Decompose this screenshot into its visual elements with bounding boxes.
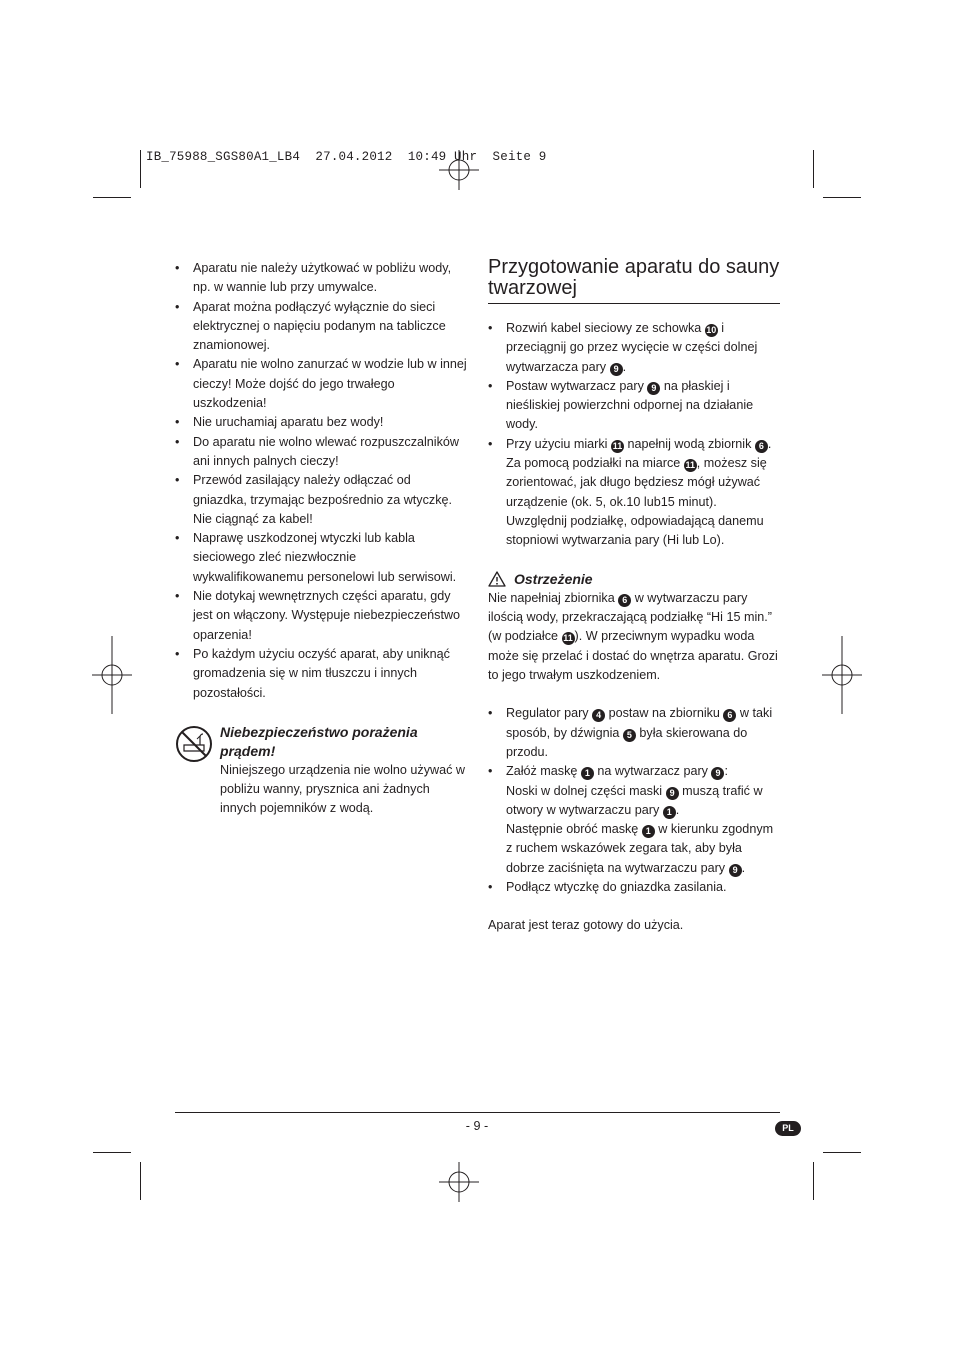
language-badge: PL (775, 1121, 801, 1136)
list-item: • Przy użyciu miarki 11 napełnij wodą zbiornik 6 . Za pomocą podziałki na miarce 11 , możesz się zorientować, jak długo będziesz mógł używać urządzenie (ok. 5, ok.10 lub15 minut). Uwzględnij podziałkę, odpowiadającą danemu stopniowi wytwarzania pary (Hi lub Lo). (488, 435, 780, 551)
part-number-badge: 11 (612, 440, 623, 451)
crop-mark (93, 1152, 131, 1153)
part-number-badge: 6 (618, 594, 631, 607)
list-item: • Regulator pary 4 postaw na zbiorniku 6 w taki sposób, by dźwignia 5 była skierowana do przodu. (488, 704, 780, 762)
part-number-badge: 1 (581, 767, 594, 780)
part-number-badge: 4 (592, 709, 605, 722)
part-number-badge: 1 (642, 825, 655, 838)
left-column (175, 259, 467, 819)
list-item: • Aparatu nie należy użytkować w pobliżu wody, np. w wannie lub przy umywalce. (175, 259, 467, 298)
crop-mark (813, 1162, 814, 1200)
part-number-badge: 11 (563, 633, 573, 644)
warning-triangle-icon (488, 571, 506, 587)
list-item: • Podłącz wtyczkę do gniazdka zasilania. (488, 878, 780, 897)
list-item: • Do aparatu nie wolno wlewać rozpuszczalników ani innych palnych cieczy! (175, 433, 467, 472)
crop-mark (813, 150, 814, 188)
part-number-badge: 9 (666, 787, 679, 800)
part-number-badge: 5 (623, 729, 636, 742)
crop-mark (823, 197, 861, 198)
list-item: • Aparat można podłączyć wyłącznie do sieci elektrycznej o napięciu podanym na tabliczce znamionowej. (175, 298, 467, 356)
list-item: • Aparatu nie wolno zanurzać w wodzie lub w innej cieczy! Może dojść do jego trwałego uszkodzenia! (175, 355, 467, 413)
registration-mark-icon (439, 1162, 479, 1202)
registration-mark-icon (822, 636, 862, 714)
list-item: • Naprawę uszkodzonej wtyczki lub kabla sieciowego zleć niezwłocznie wykwalifikowanemu personelowi lub serwisowi. (175, 529, 467, 587)
list-item: • Nie uruchamiaj aparatu bez wody! (175, 413, 467, 432)
list-item-continuation: Noski w dolnej części maski 9 muszą trafić w otwory w wytwarzaczu pary 1 . (506, 783, 763, 817)
part-number-badge: 9 (647, 382, 660, 395)
print-slug: IB_75988_SGS80A1_LB4 27.04.2012 10:49 Uhr Seite 9 (146, 150, 547, 164)
part-number-badge: 9 (729, 864, 742, 877)
list-item: • Po każdym użyciu oczyść aparat, aby uniknąć gromadzenia się w nim tłuszczu i innych pozostałości. (175, 645, 467, 703)
part-number-badge: 9 (610, 363, 623, 376)
list-item: • Rozwiń kabel sieciowy ze schowka 10 i przeciągnij go przez wycięcie w części dolnej wytwarzacza pary 9 . (488, 319, 780, 377)
part-number-badge: 6 (755, 440, 768, 453)
list-item: • Postaw wytwarzacz pary 9 na płaskiej i nieśliskiej powierzchni odpornej na działanie wody. (488, 377, 780, 435)
danger-notice (175, 723, 467, 819)
page-number: - 9 - (465, 1119, 489, 1133)
list-item: • Przewód zasilający należy odłączać od gniazdka, trzymając bezpośrednio za wtyczkę. Nie ciągnąć za kabel! (175, 471, 467, 529)
registration-mark-icon (92, 636, 132, 714)
part-number-badge: 11 (685, 460, 696, 471)
no-bath-icon (175, 725, 213, 763)
crop-mark (93, 197, 131, 198)
part-number-badge: 6 (723, 709, 736, 722)
preparation-bullet-list (488, 319, 780, 551)
warning-notice (488, 570, 780, 686)
footer-divider (175, 1112, 780, 1113)
part-number-badge: 9 (711, 767, 724, 780)
danger-title: Niebezpieczeństwo porażenia prądem! (220, 723, 418, 759)
title-divider (488, 303, 780, 304)
section-title: Przygotowanie aparatu do sauny twarzowej (488, 256, 780, 299)
crop-mark (823, 1152, 861, 1153)
list-item: • Załóż maskę 1 na wytwarzacz pary 9 : Noski w dolnej części maski 9 muszą trafić w otwory w wytwarzaczu pary 1 . Następnie obróć maskę 1 w kierunku zgodnym z ruchem wskazówek zegara tak, aby była dobrze zaciśnięta na wytwarzaczu pary 9 . (488, 762, 780, 878)
safety-bullet-list (175, 259, 467, 703)
closing-text: Aparat jest teraz gotowy do użycia. (488, 918, 684, 933)
danger-text: Niniejszego urządzenia nie wolno używać w pobliżu wanny, prysznica ani żadnych innych pojemników z wodą. (220, 762, 466, 816)
assembly-bullet-list (488, 704, 780, 897)
crop-mark (140, 1162, 141, 1200)
list-item: • Nie dotykaj wewnętrznych części aparatu, gdy jest on włączony. Występuje niebezpieczeństwo oparzenia! (175, 587, 467, 645)
list-item-continuation: Następnie obróć maskę 1 w kierunku zgodnym z ruchem wskazówek zegara tak, aby była dobrze zaciśnięta na wytwarzaczu pary 9 . (506, 822, 774, 875)
part-number-badge: 10 (706, 325, 717, 335)
warning-title: Ostrzeżenie (514, 570, 593, 587)
right-column (488, 257, 780, 936)
part-number-badge: 1 (663, 806, 676, 819)
warning-text: Nie napełniaj zbiornika 6 w wytwarzaczu pary ilością wody, przekraczającą podziałkę “Hi 15 min.” (w podziałce 11 ). W przeciwnym wypadku woda może się przelać i dostać do wnętrza aparatu. Grozi to jego trwałym uszkodzeniem. (488, 590, 778, 683)
crop-mark (140, 150, 141, 188)
